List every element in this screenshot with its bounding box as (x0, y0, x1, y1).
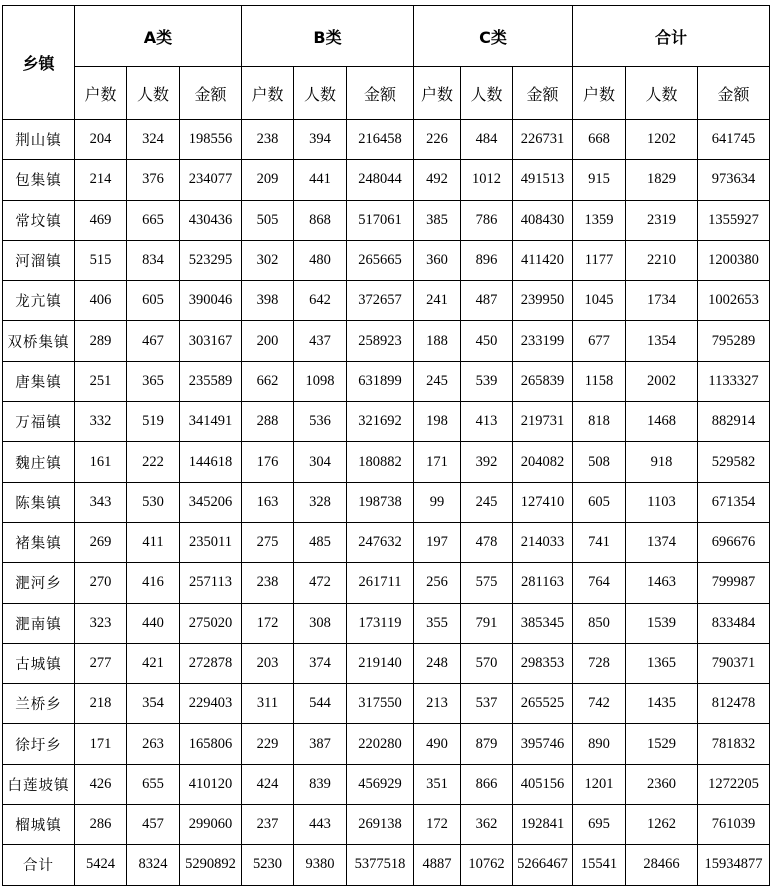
cell-township: 魏庄镇 (3, 442, 75, 482)
cell-c-households: 351 (414, 764, 461, 804)
cell-c-amount: 491513 (513, 160, 573, 200)
cell-b-amount: 5377518 (347, 845, 414, 885)
cell-a-households: 469 (75, 200, 127, 240)
cell-b-persons: 544 (294, 684, 347, 724)
cell-township: 龙亢镇 (3, 281, 75, 321)
cell-b-households: 288 (242, 402, 294, 442)
cell-b-amount: 317550 (347, 684, 414, 724)
header-c-amount: 金额 (513, 67, 573, 120)
table-row (3, 563, 770, 603)
cell-a-persons: 8324 (127, 845, 180, 885)
cell-a-amount: 299060 (180, 805, 242, 845)
cell-a-amount: 430436 (180, 200, 242, 240)
cell-total-amount: 1002653 (698, 281, 770, 321)
cell-b-persons: 443 (294, 805, 347, 845)
cell-a-amount: 341491 (180, 402, 242, 442)
cell-c-households: 188 (414, 321, 461, 361)
cell-c-amount: 204082 (513, 442, 573, 482)
cell-b-persons: 472 (294, 563, 347, 603)
cell-c-amount: 226731 (513, 120, 573, 160)
cell-total-persons: 2210 (626, 240, 698, 280)
cell-total-amount: 15934877 (698, 845, 770, 885)
cell-c-persons: 478 (461, 522, 513, 562)
cell-total-amount: 973634 (698, 160, 770, 200)
cell-c-persons: 487 (461, 281, 513, 321)
cell-a-households: 251 (75, 361, 127, 401)
cell-a-amount: 523295 (180, 240, 242, 280)
cell-b-households: 238 (242, 563, 294, 603)
cell-township: 褚集镇 (3, 522, 75, 562)
cell-township: 包集镇 (3, 160, 75, 200)
cell-total-households: 508 (573, 442, 626, 482)
cell-c-persons: 484 (461, 120, 513, 160)
cell-a-amount: 275020 (180, 603, 242, 643)
cell-b-households: 172 (242, 603, 294, 643)
cell-a-households: 218 (75, 684, 127, 724)
cell-b-households: 311 (242, 684, 294, 724)
cell-b-persons: 328 (294, 482, 347, 522)
cell-township: 合计 (3, 845, 75, 885)
cell-total-persons: 1365 (626, 643, 698, 683)
cell-a-amount: 272878 (180, 643, 242, 683)
cell-c-amount: 214033 (513, 522, 573, 562)
cell-total-persons: 1435 (626, 684, 698, 724)
cell-b-amount: 220280 (347, 724, 414, 764)
cell-b-amount: 198738 (347, 482, 414, 522)
cell-b-persons: 394 (294, 120, 347, 160)
cell-total-households: 850 (573, 603, 626, 643)
header-a-amount: 金额 (180, 67, 242, 120)
table-row (3, 321, 770, 361)
cell-b-households: 398 (242, 281, 294, 321)
cell-a-persons: 530 (127, 482, 180, 522)
header-c-households: 户数 (414, 67, 461, 120)
cell-a-amount: 235589 (180, 361, 242, 401)
header-group-c: C类 (414, 6, 573, 67)
cell-c-persons: 879 (461, 724, 513, 764)
cell-a-amount: 229403 (180, 684, 242, 724)
cell-a-amount: 257113 (180, 563, 242, 603)
cell-township: 陈集镇 (3, 482, 75, 522)
cell-a-amount: 144618 (180, 442, 242, 482)
cell-b-households: 302 (242, 240, 294, 280)
cell-total-amount: 671354 (698, 482, 770, 522)
cell-b-amount: 269138 (347, 805, 414, 845)
cell-a-persons: 416 (127, 563, 180, 603)
cell-a-households: 277 (75, 643, 127, 683)
cell-c-households: 256 (414, 563, 461, 603)
cell-total-households: 742 (573, 684, 626, 724)
table-row (3, 603, 770, 643)
cell-b-persons: 387 (294, 724, 347, 764)
cell-a-persons: 411 (127, 522, 180, 562)
cell-b-persons: 308 (294, 603, 347, 643)
cell-c-amount: 265525 (513, 684, 573, 724)
cell-total-persons: 1529 (626, 724, 698, 764)
cell-c-amount: 405156 (513, 764, 573, 804)
cell-township: 古城镇 (3, 643, 75, 683)
cell-b-amount: 321692 (347, 402, 414, 442)
cell-total-households: 1045 (573, 281, 626, 321)
table-row (3, 724, 770, 764)
cell-c-persons: 537 (461, 684, 513, 724)
table-row (3, 402, 770, 442)
header-township: 乡镇 (3, 6, 75, 120)
cell-total-persons: 1374 (626, 522, 698, 562)
cell-township: 常坟镇 (3, 200, 75, 240)
cell-a-amount: 5290892 (180, 845, 242, 885)
cell-b-households: 505 (242, 200, 294, 240)
cell-a-persons: 222 (127, 442, 180, 482)
table-row (3, 200, 770, 240)
cell-c-households: 198 (414, 402, 461, 442)
cell-c-households: 241 (414, 281, 461, 321)
cell-b-amount: 372657 (347, 281, 414, 321)
cell-a-households: 426 (75, 764, 127, 804)
cell-c-persons: 539 (461, 361, 513, 401)
header-group-b: B类 (242, 6, 414, 67)
cell-c-persons: 896 (461, 240, 513, 280)
cell-b-amount: 258923 (347, 321, 414, 361)
cell-total-persons: 2319 (626, 200, 698, 240)
cell-b-households: 209 (242, 160, 294, 200)
cell-total-amount: 795289 (698, 321, 770, 361)
cell-a-amount: 165806 (180, 724, 242, 764)
cell-c-households: 492 (414, 160, 461, 200)
cell-total-persons: 1354 (626, 321, 698, 361)
header-b-amount: 金额 (347, 67, 414, 120)
cell-a-households: 269 (75, 522, 127, 562)
cell-township: 河溜镇 (3, 240, 75, 280)
cell-total-amount: 1272205 (698, 764, 770, 804)
header-total-persons: 人数 (626, 67, 698, 120)
cell-total-persons: 1463 (626, 563, 698, 603)
table-row (3, 805, 770, 845)
cell-total-amount: 761039 (698, 805, 770, 845)
cell-total-households: 1158 (573, 361, 626, 401)
cell-b-amount: 216458 (347, 120, 414, 160)
header-b-households: 户数 (242, 67, 294, 120)
cell-c-amount: 233199 (513, 321, 573, 361)
cell-a-households: 270 (75, 563, 127, 603)
table-row (3, 764, 770, 804)
cell-b-amount: 456929 (347, 764, 414, 804)
cell-a-households: 286 (75, 805, 127, 845)
cell-total-households: 915 (573, 160, 626, 200)
cell-total-persons: 2360 (626, 764, 698, 804)
cell-b-households: 662 (242, 361, 294, 401)
cell-total-households: 728 (573, 643, 626, 683)
cell-b-households: 424 (242, 764, 294, 804)
table-row (3, 442, 770, 482)
cell-total-persons: 918 (626, 442, 698, 482)
cell-total-persons: 1202 (626, 120, 698, 160)
cell-total-persons: 1262 (626, 805, 698, 845)
cell-township: 榴城镇 (3, 805, 75, 845)
cell-c-amount: 298353 (513, 643, 573, 683)
cell-b-households: 176 (242, 442, 294, 482)
cell-c-persons: 1012 (461, 160, 513, 200)
cell-c-households: 248 (414, 643, 461, 683)
cell-a-amount: 303167 (180, 321, 242, 361)
cell-b-households: 238 (242, 120, 294, 160)
cell-a-persons: 519 (127, 402, 180, 442)
cell-a-persons: 421 (127, 643, 180, 683)
cell-a-persons: 324 (127, 120, 180, 160)
cell-c-households: 226 (414, 120, 461, 160)
cell-township: 白莲坡镇 (3, 764, 75, 804)
cell-total-amount: 882914 (698, 402, 770, 442)
cell-total-households: 741 (573, 522, 626, 562)
cell-b-households: 200 (242, 321, 294, 361)
table-row (3, 281, 770, 321)
cell-a-households: 515 (75, 240, 127, 280)
cell-a-persons: 354 (127, 684, 180, 724)
cell-a-households: 5424 (75, 845, 127, 885)
cell-b-persons: 374 (294, 643, 347, 683)
cell-b-amount: 261711 (347, 563, 414, 603)
cell-c-amount: 281163 (513, 563, 573, 603)
table-row (3, 643, 770, 683)
cell-c-households: 385 (414, 200, 461, 240)
cell-c-households: 172 (414, 805, 461, 845)
table-container (2, 5, 770, 886)
cell-c-persons: 575 (461, 563, 513, 603)
cell-total-amount: 790371 (698, 643, 770, 683)
cell-c-persons: 786 (461, 200, 513, 240)
cell-a-persons: 365 (127, 361, 180, 401)
cell-a-persons: 605 (127, 281, 180, 321)
cell-total-amount: 696676 (698, 522, 770, 562)
cell-b-persons: 304 (294, 442, 347, 482)
cell-a-households: 171 (75, 724, 127, 764)
table-row (3, 684, 770, 724)
subsidy-table (2, 5, 770, 886)
cell-b-households: 229 (242, 724, 294, 764)
cell-c-persons: 450 (461, 321, 513, 361)
cell-b-amount: 173119 (347, 603, 414, 643)
cell-township: 唐集镇 (3, 361, 75, 401)
cell-c-amount: 385345 (513, 603, 573, 643)
cell-c-amount: 395746 (513, 724, 573, 764)
cell-b-households: 203 (242, 643, 294, 683)
header-group-a: A类 (75, 6, 242, 67)
cell-a-persons: 440 (127, 603, 180, 643)
cell-b-amount: 631899 (347, 361, 414, 401)
cell-township: 兰桥乡 (3, 684, 75, 724)
cell-total-amount: 1355927 (698, 200, 770, 240)
cell-b-households: 163 (242, 482, 294, 522)
cell-c-persons: 362 (461, 805, 513, 845)
cell-total-amount: 529582 (698, 442, 770, 482)
cell-c-households: 360 (414, 240, 461, 280)
cell-a-households: 332 (75, 402, 127, 442)
table-body (3, 120, 770, 886)
table-row (3, 522, 770, 562)
cell-a-households: 161 (75, 442, 127, 482)
cell-a-persons: 263 (127, 724, 180, 764)
cell-total-households: 695 (573, 805, 626, 845)
cell-total-households: 1201 (573, 764, 626, 804)
cell-total-persons: 2002 (626, 361, 698, 401)
header-a-persons: 人数 (127, 67, 180, 120)
cell-b-amount: 248044 (347, 160, 414, 200)
cell-b-persons: 642 (294, 281, 347, 321)
cell-a-persons: 376 (127, 160, 180, 200)
header-b-persons: 人数 (294, 67, 347, 120)
cell-a-amount: 198556 (180, 120, 242, 160)
cell-c-households: 99 (414, 482, 461, 522)
cell-total-amount: 1133327 (698, 361, 770, 401)
cell-a-amount: 345206 (180, 482, 242, 522)
cell-a-persons: 665 (127, 200, 180, 240)
cell-a-persons: 834 (127, 240, 180, 280)
cell-b-persons: 536 (294, 402, 347, 442)
cell-a-households: 343 (75, 482, 127, 522)
cell-c-amount: 5266467 (513, 845, 573, 885)
cell-a-amount: 390046 (180, 281, 242, 321)
cell-c-amount: 239950 (513, 281, 573, 321)
cell-total-households: 15541 (573, 845, 626, 885)
cell-township: 荆山镇 (3, 120, 75, 160)
cell-total-households: 668 (573, 120, 626, 160)
cell-b-amount: 247632 (347, 522, 414, 562)
cell-b-persons: 441 (294, 160, 347, 200)
cell-b-households: 5230 (242, 845, 294, 885)
cell-a-persons: 467 (127, 321, 180, 361)
cell-b-amount: 180882 (347, 442, 414, 482)
cell-b-persons: 839 (294, 764, 347, 804)
cell-c-amount: 411420 (513, 240, 573, 280)
table-row (3, 120, 770, 160)
cell-township: 徐圩乡 (3, 724, 75, 764)
cell-township: 双桥集镇 (3, 321, 75, 361)
cell-c-amount: 127410 (513, 482, 573, 522)
header-c-persons: 人数 (461, 67, 513, 120)
table-row (3, 240, 770, 280)
cell-total-households: 818 (573, 402, 626, 442)
cell-a-amount: 234077 (180, 160, 242, 200)
cell-total-amount: 781832 (698, 724, 770, 764)
cell-c-persons: 245 (461, 482, 513, 522)
cell-c-amount: 192841 (513, 805, 573, 845)
cell-total-persons: 28466 (626, 845, 698, 885)
cell-c-amount: 265839 (513, 361, 573, 401)
table-row (3, 482, 770, 522)
cell-a-persons: 655 (127, 764, 180, 804)
cell-total-households: 605 (573, 482, 626, 522)
cell-total-amount: 1200380 (698, 240, 770, 280)
cell-c-households: 171 (414, 442, 461, 482)
cell-c-households: 197 (414, 522, 461, 562)
cell-b-persons: 437 (294, 321, 347, 361)
cell-township: 淝河乡 (3, 563, 75, 603)
cell-c-households: 213 (414, 684, 461, 724)
header-a-households: 户数 (75, 67, 127, 120)
table-row (3, 361, 770, 401)
cell-a-amount: 235011 (180, 522, 242, 562)
cell-b-persons: 1098 (294, 361, 347, 401)
table-header (3, 6, 770, 120)
cell-b-persons: 480 (294, 240, 347, 280)
cell-total-amount: 641745 (698, 120, 770, 160)
cell-c-persons: 791 (461, 603, 513, 643)
cell-b-persons: 9380 (294, 845, 347, 885)
cell-total-amount: 812478 (698, 684, 770, 724)
cell-b-amount: 265665 (347, 240, 414, 280)
cell-total-persons: 1734 (626, 281, 698, 321)
cell-a-households: 323 (75, 603, 127, 643)
cell-b-households: 275 (242, 522, 294, 562)
cell-c-households: 355 (414, 603, 461, 643)
cell-c-households: 490 (414, 724, 461, 764)
cell-a-households: 204 (75, 120, 127, 160)
cell-b-persons: 868 (294, 200, 347, 240)
table-row-total (3, 845, 770, 885)
cell-c-households: 245 (414, 361, 461, 401)
cell-b-persons: 485 (294, 522, 347, 562)
cell-total-households: 890 (573, 724, 626, 764)
table-row (3, 160, 770, 200)
header-group-total: 合计 (573, 6, 770, 67)
cell-total-persons: 1539 (626, 603, 698, 643)
cell-a-households: 406 (75, 281, 127, 321)
cell-total-households: 677 (573, 321, 626, 361)
cell-c-amount: 219731 (513, 402, 573, 442)
cell-b-amount: 517061 (347, 200, 414, 240)
cell-c-amount: 408430 (513, 200, 573, 240)
cell-a-households: 289 (75, 321, 127, 361)
cell-total-amount: 799987 (698, 563, 770, 603)
cell-total-persons: 1468 (626, 402, 698, 442)
cell-a-households: 214 (75, 160, 127, 200)
cell-c-persons: 392 (461, 442, 513, 482)
cell-c-households: 4887 (414, 845, 461, 885)
cell-a-persons: 457 (127, 805, 180, 845)
cell-total-households: 764 (573, 563, 626, 603)
header-total-amount: 金额 (698, 67, 770, 120)
header-total-households: 户数 (573, 67, 626, 120)
cell-township: 淝南镇 (3, 603, 75, 643)
cell-c-persons: 570 (461, 643, 513, 683)
cell-b-amount: 219140 (347, 643, 414, 683)
cell-total-households: 1359 (573, 200, 626, 240)
cell-total-persons: 1829 (626, 160, 698, 200)
cell-b-households: 237 (242, 805, 294, 845)
cell-c-persons: 866 (461, 764, 513, 804)
cell-township: 万福镇 (3, 402, 75, 442)
cell-total-persons: 1103 (626, 482, 698, 522)
cell-a-amount: 410120 (180, 764, 242, 804)
cell-total-households: 1177 (573, 240, 626, 280)
cell-total-amount: 833484 (698, 603, 770, 643)
cell-c-persons: 413 (461, 402, 513, 442)
cell-c-persons: 10762 (461, 845, 513, 885)
